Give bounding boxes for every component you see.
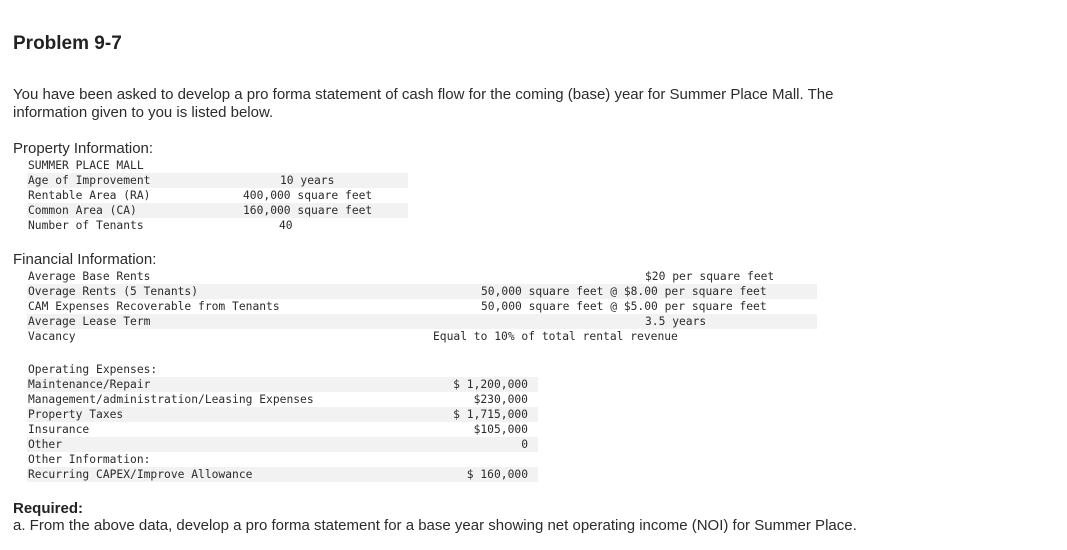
problem-title: Problem 9-7: [13, 33, 122, 54]
property-label: Rentable Area (RA): [28, 189, 151, 202]
expense-value: $105,000: [473, 423, 528, 436]
expense-value: 0: [521, 438, 528, 451]
financial-value: 3.5 years: [645, 315, 707, 328]
property-label: Number of Tenants: [28, 219, 144, 232]
operating-heading: Operating Expenses:: [28, 363, 158, 376]
expense-value: $230,000: [473, 393, 528, 406]
property-value: 160,000 square feet: [243, 204, 373, 217]
financial-label: Average Base Rents: [28, 270, 151, 283]
property-value: 10 years: [280, 174, 335, 187]
property-name: SUMMER PLACE MALL: [28, 159, 144, 172]
other-label: Recurring CAPEX/Improve Allowance: [28, 468, 253, 481]
intro-paragraph: You have been asked to develop a pro forma statement of cash flow for the coming (base) year for Summer Place Mall. The information given to you is listed below.: [13, 86, 834, 121]
expense-label: Insurance: [28, 423, 90, 436]
property-label: Common Area (CA): [28, 204, 137, 217]
financial-value: Equal to 10% of total rental revenue: [433, 330, 678, 343]
expense-label: Other: [28, 438, 63, 451]
financial-value: 50,000 square feet @ $8.00 per square feet: [481, 285, 767, 298]
property-value: 40: [279, 219, 293, 232]
other-value: $ 160,000: [466, 468, 528, 481]
financial-value: 50,000 square feet @ $5.00 per square feet: [481, 300, 767, 313]
required-item-a: a. From the above data, develop a pro forma statement for a base year showing net operating income (NOI) for Summer Place.: [13, 517, 857, 534]
financial-label: CAM Expenses Recoverable from Tenants: [28, 300, 280, 313]
expense-label: Property Taxes: [28, 408, 124, 421]
financial-value: $20 per square feet: [645, 270, 775, 283]
required-heading: Required:: [13, 500, 84, 517]
property-label: Age of Improvement: [28, 174, 151, 187]
other-heading: Other Information:: [28, 453, 151, 466]
financial-label: Vacancy: [28, 330, 76, 343]
financial-label: Average Lease Term: [28, 315, 151, 328]
expense-label: Maintenance/Repair: [28, 378, 151, 391]
financial-label: Overage Rents (5 Tenants): [28, 285, 199, 298]
expense-label: Management/administration/Leasing Expenses: [28, 393, 314, 406]
financial-heading: Financial Information:: [13, 251, 157, 268]
expense-value: $ 1,200,000: [453, 378, 528, 391]
expense-value: $ 1,715,000: [453, 408, 528, 421]
property-heading: Property Information:: [13, 140, 154, 157]
property-value: 400,000 square feet: [243, 189, 373, 202]
